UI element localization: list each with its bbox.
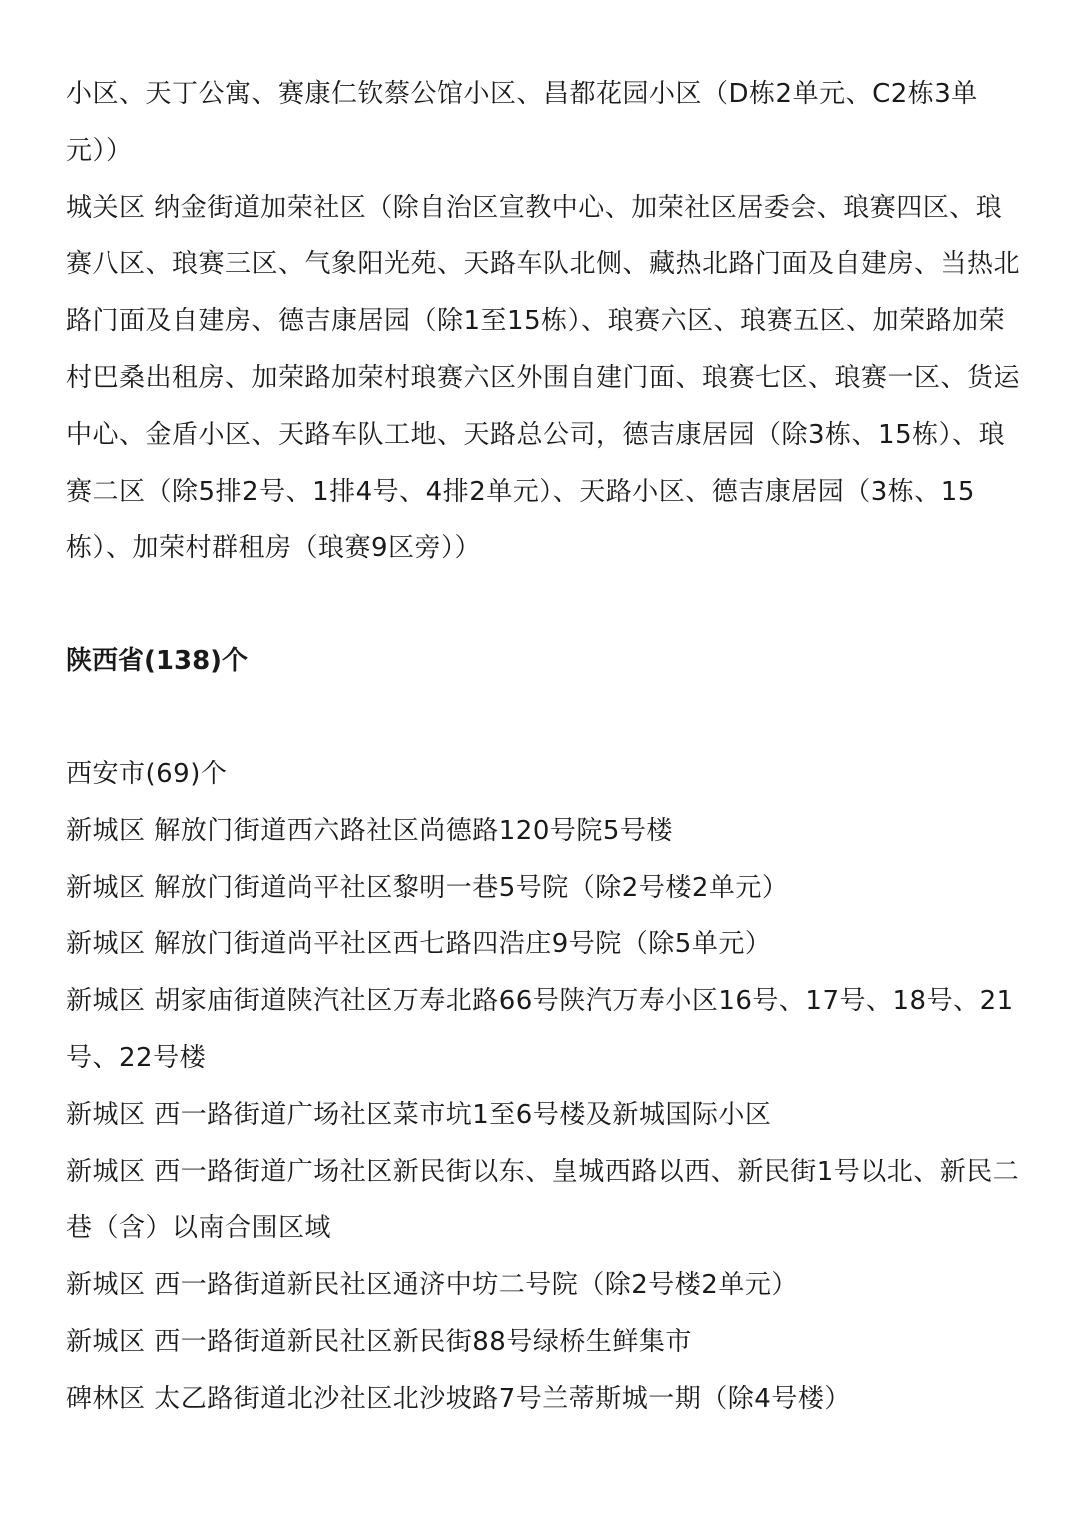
list-item: 新城区 胡家庙街道陕汽社区万寿北路66号陕汽万寿小区16号、17号、18号、21号、22号楼 — [66, 986, 1014, 1073]
list-item: 新城区 解放门街道尚平社区黎明一巷5号院（除2号楼2单元） — [66, 872, 789, 903]
list-item: 新城区 西一路街道新民社区新民街88号绿桥生鲜集市 — [66, 1326, 692, 1357]
list-item: 新城区 西一路街道广场社区菜市坑1至6号楼及新城国际小区 — [66, 1099, 772, 1130]
list-item: 新城区 西一路街道广场社区新民街以东、皇城西路以西、新民街1号以北、新民二巷（含）以南合围区域 — [66, 1156, 1020, 1244]
document-page — [66, 66, 1022, 1428]
continuation-paragraph: 小区、天丁公寓、赛康仁钦蔡公馆小区、昌都花园小区（D栋2单元、C2栋3单元）） — [66, 79, 978, 166]
province-heading: 陕西省(138)个 — [66, 646, 249, 677]
list-item: 碑林区 太乙路街道北沙社区北沙坡路7号兰蒂斯城一期（除4号楼） — [66, 1383, 851, 1414]
list-item: 新城区 西一路街道新民社区通济中坊二号院（除2号楼2单元） — [66, 1270, 798, 1301]
list-item: 新城区 解放门街道西六路社区尚德路120号院5号楼 — [66, 815, 673, 846]
list-item: 新城区 解放门街道尚平社区西七路四浩庄9号院（除5单元） — [66, 929, 772, 960]
city-heading: 西安市(69)个 — [66, 758, 228, 789]
chengguan-district-paragraph: 城关区 纳金街道加荣社区（除自治区宣教中心、加荣社区居委会、琅赛四区、琅赛八区、琅赛三区、气象阳光苑、天路车队北侧、藏热北路门面及自建房、当热北路门面及自建房、德吉康居园（除1至15栋）、琅赛六区、琅赛五区、加荣路加荣村巴桑出租房、加荣路加荣村琅赛六区外围自建门面、琅赛七区、琅赛一区、货运中心、金盾小区、天路车队工地、天路总公司，德吉康居园（除3栋、15栋）、琅赛二区（除5排2号、1排4号、4排2单元）、天路小区、德吉康居园（3栋、15栋）、加荣村群租房（琅赛9区旁）） — [66, 192, 1021, 564]
